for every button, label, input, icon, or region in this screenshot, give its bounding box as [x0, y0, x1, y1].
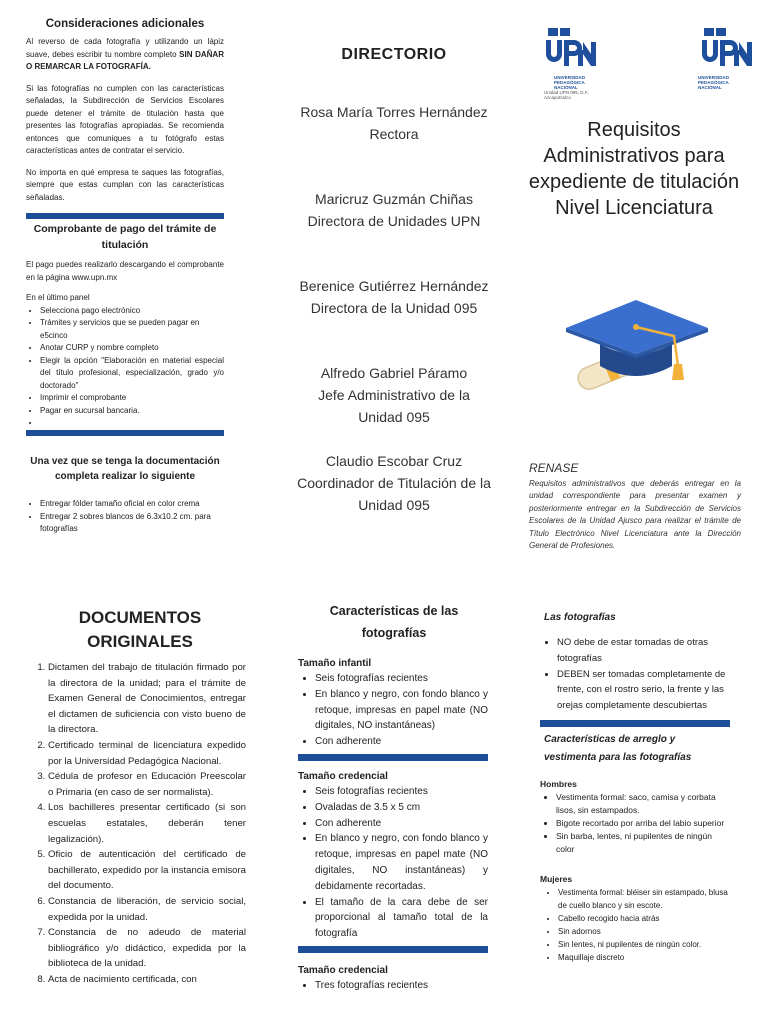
infantil-heading: Tamaño infantil: [298, 658, 372, 669]
upn-logo-icon: [538, 26, 598, 70]
list-item: • Maquillaje discreto: [558, 951, 730, 964]
once-title: Una vez que se tenga la documentación completa realizar lo siguiente: [30, 456, 220, 482]
list-item: • Elegir la opción "Elaboración en material especial del título profesional, especialización, grado y/o doctorado": [40, 355, 224, 393]
paragraph-emphasis: SIN DAÑAR O REMARCAR LA FOTOGRAFÍA.: [26, 49, 224, 71]
list-item: 5. Oficio de autenticación del certificado de bachillerato, expedido por la instancia emisora del documento.: [48, 847, 246, 894]
considerations-paragraph-2: Si las fotografías no cumplen con las características señaladas, la Subdirección de Servicios Escolares puede detener el trámite de titulación hasta que presentes las fotografías apropiadas. Se recomienda entonces que comuniques a tu fotógrafo estas características antes de contratar el servicio.: [26, 83, 224, 155]
list-item: • Seis fotografías recientes: [315, 671, 488, 687]
list-item: • DEBEN ser tomadas completamente de frente, con el rostro serio, la frente y las orejas completamente descubiertas: [557, 667, 730, 714]
men-list: [540, 791, 730, 856]
paragraph-text: Al reverso de cada fotografía y utilizando un lápiz suave, debes escribir tu nombre completo: [26, 37, 224, 59]
list-item: 8. Acta de nacimiento certificada, con: [48, 972, 246, 988]
credencial-list: [298, 784, 488, 942]
list-item: • Trámites y servicios que se pueden pagar en e5cinco: [40, 317, 224, 342]
section-divider: [540, 720, 730, 727]
list-item: • El tamaño de la cara debe de ser proporcional al tamaño total de la fotografía: [315, 895, 488, 942]
list-item: • Con adherente: [315, 734, 488, 750]
once-steps-list: [26, 498, 224, 536]
person-role: Directora de la Unidad 095: [310, 300, 478, 316]
list-item: • Vestimenta formal: saco, camisa y corbata lisos, sin estampados.: [556, 791, 730, 817]
list-item: • Con adherente: [315, 816, 488, 832]
directory-entry: [296, 188, 492, 232]
women-heading: Mujeres: [540, 873, 573, 884]
upn-logo-2: [694, 26, 754, 90]
person-role: Rectora: [369, 126, 419, 142]
list-item: • Tres fotografías recientes: [315, 978, 488, 994]
payment-paragraph: El pago puedes realizarlo descargando el comprobante en la página www.upn.mx: [26, 260, 224, 282]
directory-entry: [296, 101, 492, 145]
list-item: • Vestimenta formal: bléiser sin estampado, blusa de cuello blanco y sin escote.: [558, 886, 730, 912]
section-divider: [298, 946, 488, 953]
list-item: 7. Constancia de no adeudo de material bibliográfico y/o didáctico, expedida por la biblioteca de la unidad.: [48, 925, 246, 972]
section-divider: [298, 754, 488, 761]
directory-entry: [296, 275, 492, 319]
credencial2-heading: Tamaño credencial: [298, 964, 388, 976]
documents-list: [26, 660, 246, 987]
photo-rules-list: [540, 635, 730, 714]
infantil-list: [298, 671, 488, 750]
upn-logo-icon: [694, 26, 754, 70]
person-name: Berenice Gutiérrez Hernández: [299, 278, 489, 294]
renase-text: Requisitos administrativos que deberás entregar en la unidad correspondiente para presentar examen y posteriormente entregar en la Subdirección de Servicios Escolares de la Unidad Ajusco para realizar el trámite de Título Electrónico Nivel Licenciatura ante la Dirección General de Profesiones.: [529, 479, 741, 551]
list-item: • Pagar en sucursal bancaria.: [40, 405, 224, 418]
renase-heading: RENASE: [529, 461, 579, 475]
list-item: • Cabello recogido hacia atrás: [558, 912, 730, 925]
list-item: 3. Cédula de profesor en Educación Preescolar o Primaria (en caso de ser normalista).: [48, 769, 246, 800]
list-item: • NO debe de estar tomadas de otras fotografías: [557, 635, 730, 667]
section-divider: [26, 213, 224, 219]
photos-title: Características de las fotografías: [329, 604, 459, 640]
credencial2-list: [298, 978, 488, 994]
payment-steps-list: [26, 305, 224, 429]
photo-rules-panel: [540, 612, 730, 964]
list-item: • Selecciona pago electrónico: [40, 305, 224, 318]
list-item: • Sin lentes, ni pupilentes de ningún color.: [558, 938, 730, 951]
considerations-title: Consideraciones adicionales: [45, 18, 205, 30]
considerations-panel: [26, 18, 224, 536]
section-divider: [26, 430, 224, 436]
list-item: 2. Certificado terminal de licenciatura expedido por la Universidad Pedagógica Nacional.: [48, 738, 246, 769]
documents-title: DOCUMENTOS ORIGINALES: [78, 608, 202, 651]
list-item: • Anotar CURP y nombre completo: [40, 342, 224, 355]
logo-caption: UNIVERSIDAD PEDAGÓGICA NACIONAL: [554, 75, 586, 90]
list-item: • Sin barba, lentes, ni pupilentes de ningún color: [556, 830, 730, 856]
document-title: Requisitos Administrativos para expediente de titulación Nivel Licenciatura: [528, 119, 740, 219]
payment-title: Comprobante de pago del trámite de titulación: [33, 223, 217, 251]
photo-rules-title: Las fotografías: [544, 612, 616, 623]
directory-title: DIRECTORIO: [341, 46, 447, 63]
person-name: Alfredo Gabriel Páramo: [320, 365, 468, 381]
list-item: • Entregar 2 sobres blancos de 6.3x10.2 cm. para fotografías: [40, 511, 224, 536]
credencial-heading: Tamaño credencial: [298, 770, 388, 782]
panel-intro: En el último panel: [26, 293, 90, 302]
list-item: • Sin adornos: [558, 925, 730, 938]
person-role: Directora de Unidades UPN: [307, 213, 481, 229]
list-item: • Entregar fólder tamaño oficial en color crema: [40, 498, 224, 511]
men-heading: Hombres: [540, 778, 577, 789]
list-item: • En blanco y negro, con fondo blanco y retoque, impresas en papel mate (NO digitales, NO instantáneas): [315, 687, 488, 734]
directory-entry: [296, 362, 492, 428]
person-name: Rosa María Torres Hernández: [300, 104, 488, 120]
considerations-paragraph-3: No importa en qué empresa te saques las fotografías, siempre que estas cumplan con las características señaladas.: [26, 167, 224, 202]
women-list: [540, 886, 730, 964]
list-item: 6. Constancia de liberación, de servicio social, expedida por la unidad.: [48, 894, 246, 925]
person-role: Coordinador de Titulación de la Unidad 095: [297, 475, 491, 513]
list-item: [40, 417, 224, 428]
logo-subcaption: Unidad UPN 095, D.F., Azcapotzalco: [544, 90, 590, 100]
photo-sizes-panel: [298, 658, 488, 994]
list-item: • Bigote recortado por arriba del labio superior: [556, 817, 730, 830]
list-item: • En blanco y negro, con fondo blanco y retoque, impresas en papel mate (NO digitales, NO instantáneas) y debidamente recortadas.: [315, 831, 488, 894]
logo-caption: UNIVERSIDAD PEDAGÓGICA NACIONAL: [698, 75, 730, 90]
list-item: • Ovaladas de 3.5 x 5 cm: [315, 800, 488, 816]
person-name: Claudio Escobar Cruz: [325, 453, 463, 469]
list-item: • Seis fotografías recientes: [315, 784, 488, 800]
graduation-cap-icon: [562, 296, 712, 400]
considerations-paragraph-1: [26, 36, 224, 74]
person-name: Maricruz Guzmán Chiñas: [315, 191, 473, 207]
list-item: 1. Dictamen del trabajo de titulación firmado por la directora de la unidad; para el trámite de Examen General de Conocimientos, entregar el dictamen de suficiencia con visto bueno de la directora.: [48, 660, 246, 738]
directory-entry: [296, 450, 492, 516]
person-role: Jefe Administrativo de la Unidad 095: [318, 387, 470, 425]
upn-logo: [538, 26, 610, 100]
list-item: 4. Los bachilleres presentar certificado (si son escuelas estatales, deberán tener legalización).: [48, 800, 246, 847]
list-item: • Imprimir el comprobante: [40, 392, 224, 405]
arrangement-title: Características de arreglo y vestimenta para las fotografías: [544, 733, 692, 763]
